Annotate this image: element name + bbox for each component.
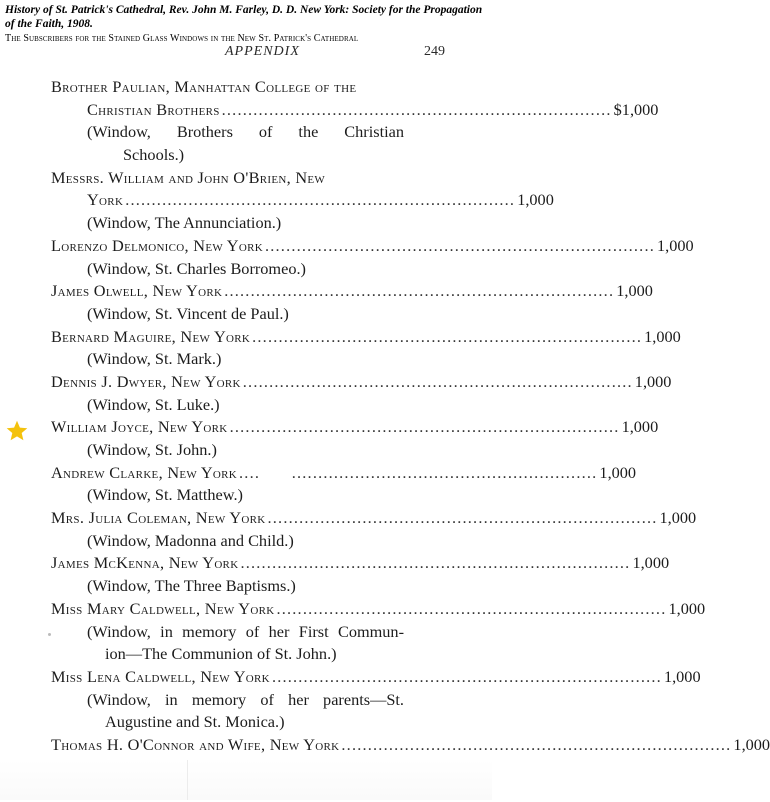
entry-window: (Window, St. Mark.)	[87, 349, 222, 369]
entry-amount-line	[0, 598, 706, 621]
entry-amount: 1,000	[668, 598, 706, 618]
document-subtitle: The Subscribers for the Stained Glass Windows in the New St. Patrick's Cathedral	[5, 33, 359, 44]
list-item	[0, 552, 670, 597]
star-shape	[7, 421, 28, 441]
entry-window-cont: Schools.)	[123, 145, 185, 165]
list-item	[0, 666, 701, 734]
leader-dots: ..........................................................................	[276, 598, 667, 618]
entry-amount-line	[0, 280, 653, 303]
entry-name: Dennis J. Dwyer, New York	[51, 371, 241, 391]
entry-amount-line	[0, 552, 670, 575]
leader-dots: ..........................................................................	[264, 235, 655, 255]
entry-amount-line	[0, 734, 770, 757]
list-item	[0, 371, 672, 416]
entry-name: Mrs. Julia Coleman, New York	[51, 508, 266, 528]
subscriber-list	[0, 76, 770, 802]
list-item	[0, 280, 653, 325]
entry-name: James Olwell, New York	[51, 281, 223, 301]
entry-amount: 1,000	[599, 462, 637, 482]
list-item	[0, 416, 659, 461]
entry-amount: $1,000	[613, 99, 659, 119]
running-title: APPENDIX	[225, 44, 300, 59]
list-item	[0, 507, 697, 552]
entry-name: Lorenzo Delmonico, New York	[51, 235, 263, 255]
entry-window: (Window, The Three Baptisms.)	[87, 576, 296, 596]
entry-window: (Window, in memory of her parents—St.	[87, 689, 404, 709]
page-number: 249	[424, 44, 445, 59]
entry-amount-line	[0, 507, 697, 530]
entry-amount-line	[0, 189, 554, 212]
entry-name: Thomas H. O'Connor and Wife, New York	[51, 734, 340, 754]
entry-window-cont: Augustine and St. Monica.)	[105, 712, 285, 732]
entry-amount-line	[0, 235, 694, 258]
leader-dots: ..........................................................................	[240, 553, 631, 573]
entry-window: (Window, Brothers of the Christian	[87, 122, 404, 142]
list-item	[0, 326, 681, 371]
leader-dots: ..........................................................................	[224, 281, 615, 301]
entry-amount-line	[0, 99, 659, 122]
entry-window: (Window, St. Luke.)	[87, 394, 220, 414]
leader-dots: ..........................................................................	[341, 734, 732, 754]
entry-window: (Window, St. John.)	[87, 440, 217, 459]
entry-window: (Window, St. Charles Borromeo.)	[87, 258, 306, 278]
entry-window: (Window, The Annunciation.)	[87, 213, 282, 233]
entry-amount: 1,000	[616, 281, 653, 301]
entry-window-cont: ion—The Communion of St. John.)	[105, 644, 337, 664]
entry-name-cont: Christian Brothers	[87, 99, 220, 119]
entry-window: (Window, Madonna and Child.)	[87, 530, 294, 550]
leader-dots: ..........................................................................	[271, 666, 662, 686]
entry-window: (Window, St. Vincent de Paul.)	[87, 303, 289, 323]
entry-amount: 1,000	[659, 508, 697, 528]
leader-dots: ..........................................................................	[221, 99, 612, 119]
leader-dots: ..........................................................................	[125, 190, 516, 210]
entry-amount: 1,000	[663, 666, 701, 686]
entry-name-line: Brother Paulian, Manhattan College of the	[51, 77, 357, 96]
leader-dots: ..........................................................................	[252, 326, 643, 346]
entry-name: Miss Lena Caldwell, New York	[51, 666, 270, 686]
speck-mark	[48, 633, 51, 636]
leader-dots: ..........................................................................	[267, 508, 658, 528]
entry-name: Miss Mary Caldwell, New York	[51, 598, 275, 618]
list-item	[0, 462, 637, 507]
document-citation: History of St. Patrick's Cathedral, Rev. John M. Farley, D. D. New York: Society for the Propagation of the Faith, 1908.	[5, 4, 483, 30]
entry-name: Andrew Clarke, New York	[51, 462, 238, 482]
entry-amount-line	[0, 371, 672, 394]
entry-name: William Joyce, New York	[51, 417, 228, 437]
leader-dots: ..........................................................................	[229, 417, 620, 437]
list-item	[0, 167, 554, 235]
entry-name: James McKenna, New York	[51, 553, 239, 573]
entry-name-line: Messrs. William and John O'Brien, New	[51, 167, 326, 187]
entry-amount: 1,000	[517, 190, 554, 210]
entry-amount: 1,000	[644, 326, 681, 346]
entry-amount: 1,000	[634, 371, 672, 391]
list-item	[0, 235, 694, 280]
entry-amount-line	[0, 462, 637, 485]
entry-amount: 1,000	[632, 553, 670, 573]
leader-dots: .... ..........................................................	[239, 462, 598, 482]
page-seam	[187, 760, 188, 800]
list-item	[0, 598, 706, 666]
leader-dots: ..........................................................................	[242, 371, 633, 391]
entry-window: (Window, St. Matthew.)	[87, 485, 243, 505]
entry-amount-line	[0, 326, 681, 349]
entry-amount-line	[0, 416, 659, 439]
entry-amount-line	[0, 666, 701, 689]
page-bottom-margin	[0, 760, 492, 800]
entry-name: Bernard Maguire, New York	[51, 326, 251, 346]
entry-amount: 1,000	[621, 417, 659, 437]
list-item	[0, 76, 659, 167]
page-header	[0, 44, 492, 62]
star-icon	[5, 419, 29, 443]
entry-amount: 1,000	[657, 235, 694, 255]
entry-window: (Window, in memory of her First Commun-	[87, 621, 404, 641]
entry-amount: 1,000	[733, 734, 770, 754]
entry-name-cont: York	[87, 190, 124, 210]
